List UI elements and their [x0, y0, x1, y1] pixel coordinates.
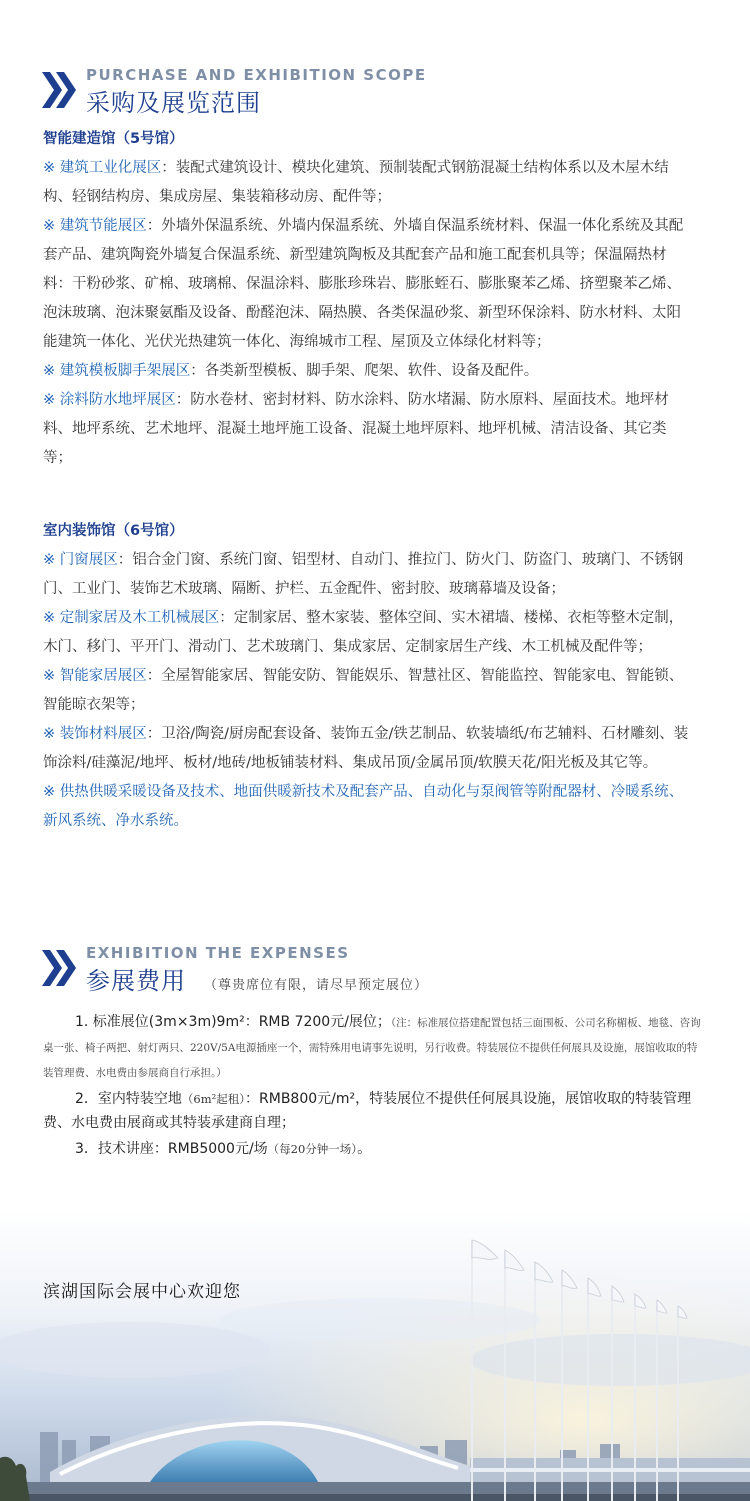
fee-item-2-a: 2．室内特装空地 — [75, 1091, 182, 1107]
list-item — [43, 357, 691, 386]
hall1-block — [43, 125, 691, 473]
category-label: ※ 建筑节能展区 — [43, 218, 147, 234]
category-label: ※ 门窗展区 — [43, 552, 118, 568]
hall2-last-item: ※ 供热供暖采暖设备及技术、地面供暖新技术及配套产品、自动化与泵阀管等附配器材、冷暖系统、新风系统、净水系统。 — [43, 784, 684, 829]
fee-list — [43, 1010, 703, 1161]
hall2-title: 室内装饰馆（6号馆） — [43, 523, 184, 539]
fee-item-2 — [43, 1087, 703, 1135]
list-item — [43, 212, 691, 357]
double-chevron-icon — [42, 948, 78, 988]
category-text: ：防水卷材、密封材料、防水涂料、防水堵漏、防水原料、屋面技术。地坪材料、地坪系统、艺术地坪、混凝土地坪施工设备、混凝土地坪原料、地坪机械、清洁设备、其它类等； — [43, 392, 669, 466]
list-item — [43, 604, 691, 662]
fee-item-1 — [43, 1010, 703, 1085]
category-text: ：全屋智能家居、智能安防、智能娱乐、智慧社区、智能监控、智能家电、智能锁、智能晾衣架等； — [43, 668, 684, 713]
category-text: ：卫浴/陶瓷/厨房配套设备、装饰五金/铁艺制品、软装墙纸/布艺辅料、石材雕刻、装饰涂料/硅藻泥/地坪、板材/地砖/地板铺装材料、集成吊顶/金属吊顶/软膜天花/阳光板及其它等。 — [43, 726, 689, 771]
category-text: ：铝合金门窗、系统门窗、铝型材、自动门、推拉门、防火门、防盗门、玻璃门、不锈钢门、工业门、装饰艺术玻璃、隔断、护栏、五金配件、密封胶、玻璃幕墙及设备； — [43, 552, 684, 597]
hall1-title: 智能建造馆（5号馆） — [43, 131, 184, 147]
fee-item-1-main: 1. 标准展位(3m×3m)9m²：RMB 7200元/展位； — [75, 1014, 391, 1030]
category-text: ：外墙外保温系统、外墙内保温系统、外墙自保温系统材料、保温一体化系统及其配套产品、建筑陶瓷外墙复合保温系统、新型建筑陶板及其配套产品和施工配套机具等；保温隔热材料：干粉砂浆、矿棉、玻璃棉、保温涂料、膨胀珍珠岩、膨胀蛭石、膨胀聚苯乙烯、挤塑聚苯乙烯、泡沫玻璃、泡沫聚氨酯及设备、酚醛泡沫、隔热膜、各类保温砂浆、新型环保涂料、防水材料、太阳能建筑一体化、光伏光热建筑一体化、海绵城市工程、屋顶及立体绿化材料等； — [43, 218, 684, 350]
fee-item-2-c: ：RMB800元/m²，特装展位不提供任何展具设施，展馆收取的特装管理费、水电费由展商或其特装承建商自理； — [43, 1091, 692, 1131]
fee-item-2-b: （6m²起租） — [181, 1092, 246, 1106]
list-item — [43, 386, 691, 473]
scope-header — [42, 66, 702, 116]
fee-item-3-c: 。 — [357, 1141, 372, 1157]
fee-item-3-b: （每20分钟一场） — [267, 1142, 358, 1156]
category-label: ※ 涂料防水地坪展区 — [43, 392, 176, 408]
double-chevron-icon — [42, 70, 78, 110]
category-text: ：各类新型模板、脚手架、爬架、软件、设备及配件。 — [190, 363, 539, 379]
expenses-header — [42, 944, 702, 994]
category-text: ：定制家居、整木家装、整体空间、实木裙墙、楼梯、衣柜等整木定制，木门、移门、平开门、滑动门、艺术玻璃门、集成家居、定制家居生产线、木工机械及配件等； — [43, 610, 684, 655]
hall2-block — [43, 517, 691, 836]
expenses-zh-text: 参展费用 — [86, 967, 186, 995]
category-label: ※ 装饰材料展区 — [43, 726, 147, 742]
category-label: ※ 定制家居及木工机械展区 — [43, 610, 220, 626]
scope-zh-title: 采购及展览范围 — [86, 89, 261, 117]
fee-item-1-note: （注：标准展位搭建配置包括三面围板、公司名称楣板、地毯、咨询桌一张、椅子两把、射灯两只、220V/5A电源插座一个，需特殊用电请事先说明，另行收费。特装展位不提供任何展具及设施，展馆收取的特装管理费、水电费由参展商自行承担。） — [43, 1017, 701, 1079]
category-label: ※ 建筑工业化展区 — [43, 160, 162, 176]
category-text: ：装配式建筑设计、模块化建筑、预制装配式钢筋混凝土结构体系以及木屋木结构、轻钢结构房、集成房屋、集装箱移动房、配件等； — [43, 160, 669, 205]
list-item — [43, 154, 691, 212]
expenses-note: （尊贵席位有限，请尽早预定展位） — [204, 978, 429, 993]
fee-item-3-a: 3．技术讲座：RMB5000元/场 — [75, 1141, 268, 1157]
category-label: ※ 智能家居展区 — [43, 668, 147, 684]
fee-item-3 — [43, 1137, 703, 1161]
list-item — [43, 546, 691, 604]
welcome-text: 滨湖国际会展中心欢迎您 — [43, 1282, 241, 1302]
list-item — [43, 720, 691, 778]
expenses-zh-title — [86, 961, 428, 996]
expenses-en-title: EXHIBITION THE EXPENSES — [86, 944, 350, 962]
list-item — [43, 662, 691, 720]
category-label: ※ 建筑模板脚手架展区 — [43, 363, 191, 379]
convention-center-photo — [0, 1210, 750, 1501]
scope-en-title: PURCHASE AND EXHIBITION SCOPE — [86, 66, 427, 84]
